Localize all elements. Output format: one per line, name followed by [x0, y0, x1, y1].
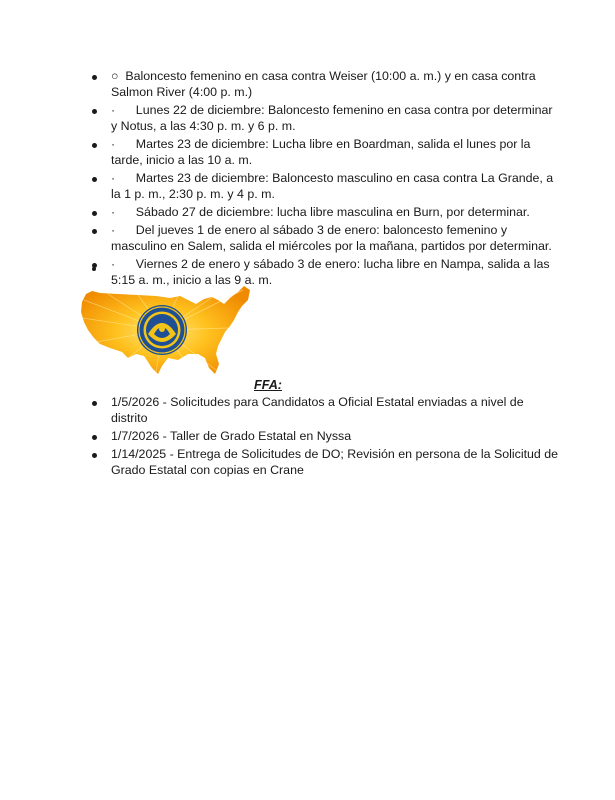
ffa-emblem	[137, 305, 187, 355]
bullet-icon	[92, 435, 97, 440]
bullet-icon	[92, 453, 97, 458]
bullet-icon	[92, 109, 97, 114]
list-item: · Viernes 2 de enero y sábado 3 de enero: lucha libre en Nampa, salida a las 5:15 a. m., inicio a las 9 a. m.	[90, 257, 560, 288]
list-item: 1/14/2025 - Entrega de Solicitudes de DO; Revisión en persona de la Solicitud de Grado Estatal con copias en Crane	[90, 447, 560, 478]
list-item: · Del jueves 1 de enero al sábado 3 de enero: baloncesto femenino y masculino en Salem, salida el miércoles por la mañana, partidos por determinar.	[90, 223, 560, 254]
ffa-emblem-usa-map-icon	[78, 282, 253, 377]
list-item: ○ Baloncesto femenino en casa contra Weiser (10:00 a. m.) y en casa contra Salmon River (4:00 p. m.)	[90, 69, 560, 100]
ffa-schedule-list	[90, 395, 560, 481]
bullet-icon	[92, 401, 97, 406]
list-item: 1/7/2026 - Taller de Grado Estatal en Nyssa	[90, 429, 560, 445]
list-item: 1/5/2026 - Solicitudes para Candidatos a Oficial Estatal enviadas a nivel de distrito	[90, 395, 560, 426]
bullet-icon	[92, 75, 97, 80]
list-item: · Martes 23 de diciembre: Lucha libre en Boardman, salida el lunes por la tarde, inicio a las 10 a. m.	[90, 137, 560, 168]
list-item: · Sábado 27 de diciembre: lucha libre masculina en Burn, por determinar.	[90, 205, 560, 221]
bullet-icon	[92, 211, 97, 216]
bullet-icon	[92, 229, 97, 234]
ffa-section-title: FFA:	[254, 378, 282, 392]
bullet-icon	[92, 143, 97, 148]
list-item: · Lunes 22 de diciembre: Baloncesto femenino en casa contra por determinar y Notus, a las 4:30 p. m. y 6 p. m.	[90, 103, 560, 134]
list-item: · Martes 23 de diciembre: Baloncesto masculino en casa contra La Grande, a la 1 p. m., 2:30 p. m. y 4 p. m.	[90, 171, 560, 202]
bullet-icon	[92, 177, 97, 182]
sports-schedule-list	[90, 69, 560, 291]
empty-bullet	[92, 267, 96, 271]
